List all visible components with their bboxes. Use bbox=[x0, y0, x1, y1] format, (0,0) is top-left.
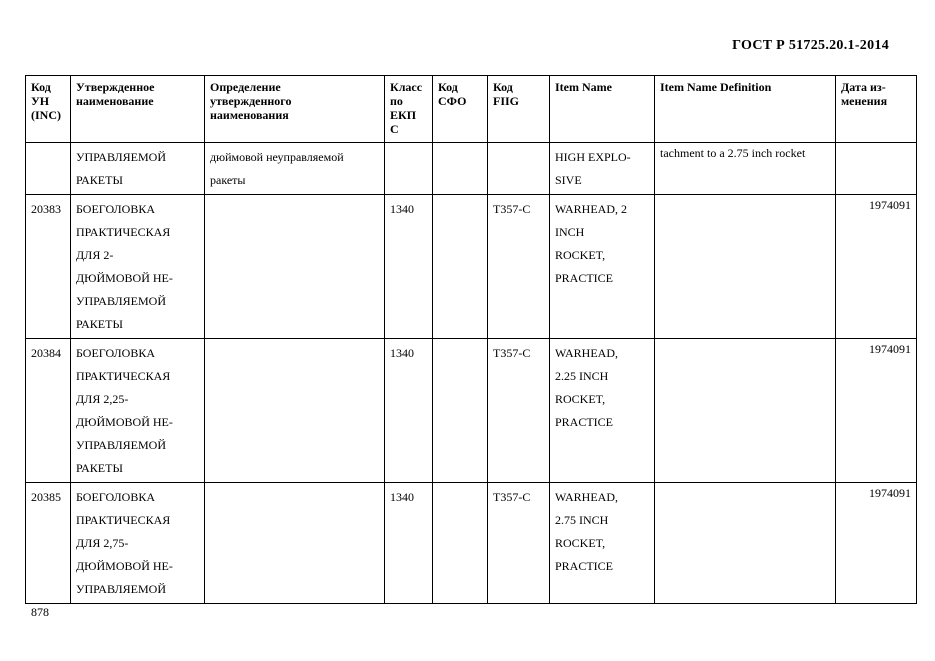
header-text-line: утвержденного bbox=[210, 94, 292, 108]
class-cell: 1340 bbox=[385, 195, 433, 339]
header-text-line: Утвержденное bbox=[76, 80, 155, 94]
item-name-cell bbox=[550, 339, 655, 483]
cell-text-line: РАКЕТЫ bbox=[76, 461, 123, 475]
cell-text-line: ДЛЯ 2,75- bbox=[76, 536, 129, 550]
cell-text-line: УПРАВЛЯЕМОЙ bbox=[76, 150, 166, 164]
cell-text-line: PRACTICE bbox=[555, 559, 614, 573]
page-number: 878 bbox=[31, 605, 49, 619]
header-text-line: Код bbox=[31, 80, 51, 94]
inc-cell: 20384 bbox=[26, 339, 71, 483]
header-item-name-definition bbox=[655, 76, 836, 143]
cell-text-line: ДЮЙМОВОЙ НЕ- bbox=[76, 415, 173, 429]
header-text-line: Определение bbox=[210, 80, 281, 94]
header-text-line: менения bbox=[841, 94, 888, 108]
cell-text-line: РАКЕТЫ bbox=[76, 173, 123, 187]
cell-text-line: tachment to a 2.75 inch rocket bbox=[660, 146, 806, 160]
item-name-cell bbox=[550, 483, 655, 604]
inc-cell: 20385 bbox=[26, 483, 71, 604]
cell-text-line: WARHEAD, 2 bbox=[555, 202, 627, 216]
item-name-definition-cell bbox=[655, 339, 836, 483]
table-row bbox=[26, 143, 917, 195]
header-text-line: С bbox=[390, 122, 399, 136]
header-change-date bbox=[836, 76, 917, 143]
sfo-cell bbox=[433, 483, 488, 604]
definition-cell bbox=[205, 143, 385, 195]
cell-text-line: БОЕГОЛОВКА bbox=[76, 490, 155, 504]
cell-text-line: ROCKET, bbox=[555, 248, 606, 262]
header-inc bbox=[26, 76, 71, 143]
header-approved-name bbox=[71, 76, 205, 143]
header-text-line: наименование bbox=[76, 94, 154, 108]
header-text-line: Код bbox=[438, 80, 458, 94]
header-text-line: Дата из- bbox=[841, 80, 886, 94]
cell-text-line: ROCKET, bbox=[555, 536, 606, 550]
cell-text-line: HIGH EXPLO- bbox=[555, 150, 631, 164]
header-fiig bbox=[488, 76, 550, 143]
inc-cell bbox=[26, 143, 71, 195]
cell-text-line: SIVE bbox=[555, 173, 582, 187]
header-text-line: ЕКП bbox=[390, 108, 417, 122]
definition-cell bbox=[205, 483, 385, 604]
cell-text-line: ДЮЙМОВОЙ НЕ- bbox=[76, 271, 173, 285]
approved-name-cell bbox=[71, 143, 205, 195]
table-header-row bbox=[26, 76, 917, 143]
cell-text-line: 2.75 INCH bbox=[555, 513, 609, 527]
change-date-cell bbox=[836, 143, 917, 195]
document-title: ГОСТ Р 51725.20.1-2014 bbox=[732, 38, 889, 53]
approved-name-cell bbox=[71, 195, 205, 339]
approved-name-cell bbox=[71, 339, 205, 483]
class-cell: 1340 bbox=[385, 483, 433, 604]
header-text-line: (INC) bbox=[31, 108, 61, 122]
header-sfo bbox=[433, 76, 488, 143]
cell-text-line: БОЕГОЛОВКА bbox=[76, 202, 155, 216]
change-date-cell: 1974091 bbox=[836, 195, 917, 339]
cell-text-line: 2.25 INCH bbox=[555, 369, 609, 383]
cell-text-line: ROCKET, bbox=[555, 392, 606, 406]
sfo-cell bbox=[433, 143, 488, 195]
definition-cell bbox=[205, 339, 385, 483]
header-text-line: Класс bbox=[390, 80, 423, 94]
header-item-name bbox=[550, 76, 655, 143]
change-date-cell: 1974091 bbox=[836, 483, 917, 604]
table-row bbox=[26, 195, 917, 339]
header-text-line: Item Name Definition bbox=[660, 80, 772, 94]
fiig-cell bbox=[488, 143, 550, 195]
cell-text-line: ДЮЙМОВОЙ НЕ- bbox=[76, 559, 173, 573]
fiig-cell: T357-C bbox=[488, 195, 550, 339]
catalog-table bbox=[25, 75, 917, 604]
header-text-line: СФО bbox=[438, 94, 467, 108]
header-text-line: по bbox=[390, 94, 403, 108]
inc-cell: 20383 bbox=[26, 195, 71, 339]
cell-text-line: PRACTICE bbox=[555, 271, 614, 285]
table-row bbox=[26, 339, 917, 483]
header-text-line: Item Name bbox=[555, 80, 612, 94]
sfo-cell bbox=[433, 195, 488, 339]
fiig-cell: T357-C bbox=[488, 483, 550, 604]
header-definition bbox=[205, 76, 385, 143]
cell-text-line: ДЛЯ 2,25- bbox=[76, 392, 129, 406]
header-text-line: FIIG bbox=[493, 94, 520, 108]
header-text-line: Код bbox=[493, 80, 513, 94]
cell-text-line: ПРАКТИЧЕСКАЯ bbox=[76, 225, 171, 239]
cell-text-line: ракеты bbox=[210, 173, 246, 187]
cell-text-line: УПРАВЛЯЕМОЙ bbox=[76, 438, 166, 452]
cell-text-line: WARHEAD, bbox=[555, 346, 618, 360]
cell-text-line: УПРАВЛЯЕМОЙ bbox=[76, 582, 166, 596]
item-name-cell bbox=[550, 143, 655, 195]
header-class bbox=[385, 76, 433, 143]
table-body bbox=[26, 143, 917, 604]
cell-text-line: WARHEAD, bbox=[555, 490, 618, 504]
cell-text-line: БОЕГОЛОВКА bbox=[76, 346, 155, 360]
fiig-cell: T357-C bbox=[488, 339, 550, 483]
sfo-cell bbox=[433, 339, 488, 483]
definition-cell bbox=[205, 195, 385, 339]
class-cell: 1340 bbox=[385, 339, 433, 483]
item-name-cell bbox=[550, 195, 655, 339]
class-cell bbox=[385, 143, 433, 195]
cell-text-line: ПРАКТИЧЕСКАЯ bbox=[76, 369, 171, 383]
change-date-cell: 1974091 bbox=[836, 339, 917, 483]
cell-text-line: УПРАВЛЯЕМОЙ bbox=[76, 294, 166, 308]
item-name-definition-cell bbox=[655, 195, 836, 339]
table-row bbox=[26, 483, 917, 604]
cell-text-line: ДЛЯ 2- bbox=[76, 248, 114, 262]
cell-text-line: ПРАКТИЧЕСКАЯ bbox=[76, 513, 171, 527]
cell-text-line: PRACTICE bbox=[555, 415, 614, 429]
cell-text-line: дюймовой неуправляемой bbox=[210, 150, 344, 164]
approved-name-cell bbox=[71, 483, 205, 604]
header-text-line: УН bbox=[31, 94, 50, 108]
cell-text-line: INCH bbox=[555, 225, 585, 239]
cell-text-line: РАКЕТЫ bbox=[76, 317, 123, 331]
header-text-line: наименования bbox=[210, 108, 289, 122]
item-name-definition-cell bbox=[655, 143, 836, 195]
item-name-definition-cell bbox=[655, 483, 836, 604]
